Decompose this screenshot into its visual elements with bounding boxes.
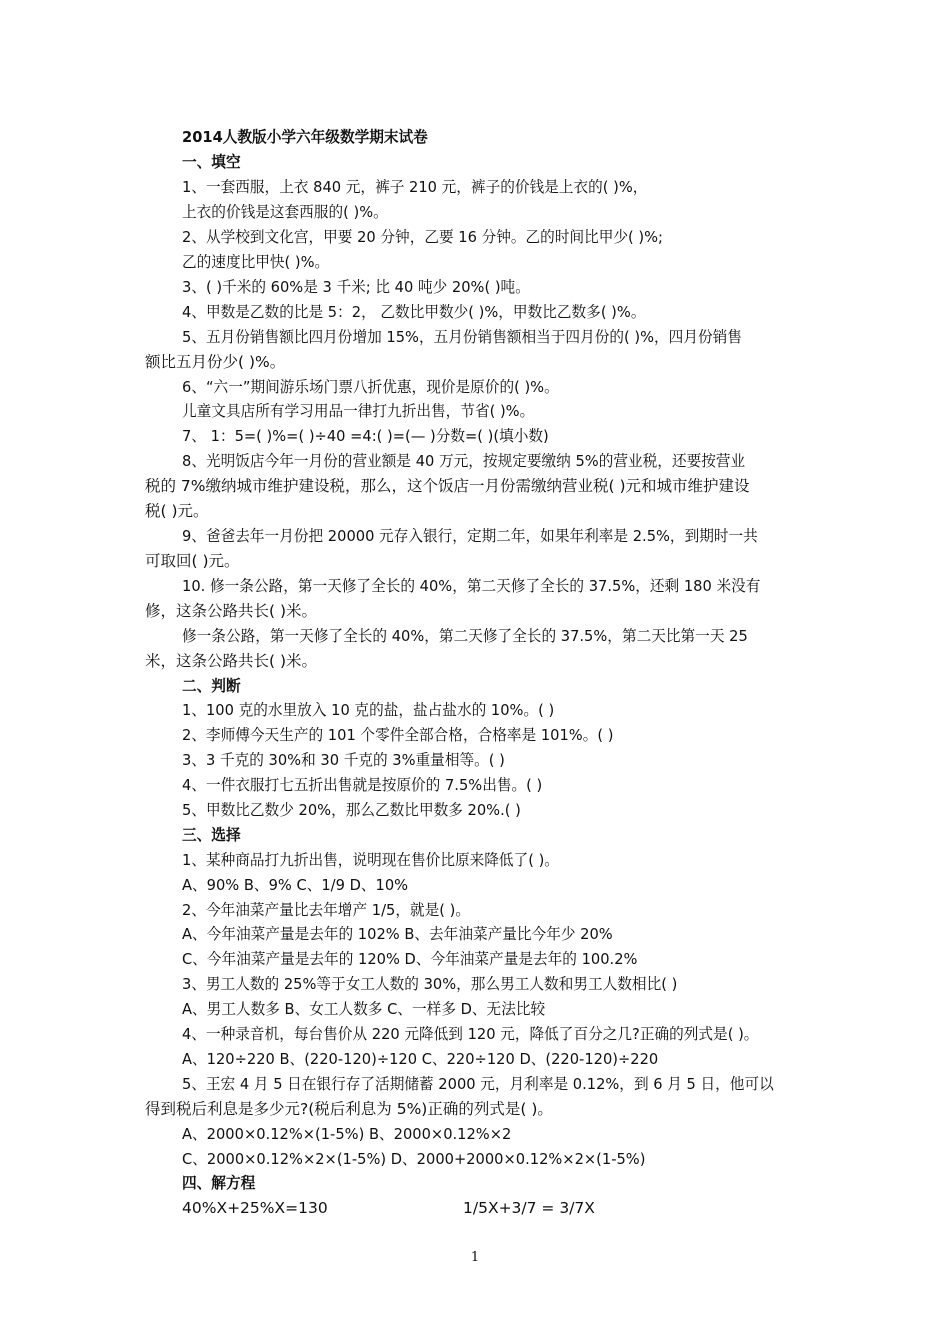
question-line: 4、甲数是乙数的比是 5：2， 乙数比甲数少( )%，甲数比乙数多( )%。 xyxy=(182,303,646,321)
equation: 40%X+25%X=130 xyxy=(182,1199,328,1217)
question-line: 7、 1：5=( )%=( )÷40 =4:( )=(— )分数=( )(填小数) xyxy=(182,427,549,445)
option-line: C、2000×0.12%×2×(1-5%) D、2000+2000×0.12%×2×(1-5%) xyxy=(182,1150,646,1168)
section-heading-fill-blank: 一、填空 xyxy=(182,153,241,171)
question-line: 3、男工人数的 25%等于女工人数的 30%，那么男工人数和男工人数相比( ) xyxy=(182,975,678,993)
question-line: 修一条公路，第一天修了全长的 40%，第二天修了全长的 37.5%，第二天比第一天 25 xyxy=(182,627,748,645)
question-line: 5、甲数比乙数少 20%，那么乙数比甲数多 20%.( ) xyxy=(182,801,521,819)
question-line: 税( )元。 xyxy=(145,502,209,520)
section-heading-equations: 四、解方程 xyxy=(182,1174,256,1192)
question-line: 儿童文具店所有学习用品一律打九折出售，节省( )%。 xyxy=(182,402,535,420)
question-line: 2、今年油菜产量比去年增产 1/5，就是( )。 xyxy=(182,901,471,919)
option-line: A、今年油菜产量是去年的 102% B、去年油菜产量比今年少 20% xyxy=(182,925,613,943)
page-number: 1 xyxy=(470,1250,480,1265)
option-line: A、男工人数多 B、女工人数多 C、一样多 D、无法比较 xyxy=(182,1000,546,1018)
option-line: A、90% B、9% C、1/9 D、10% xyxy=(182,876,409,894)
question-line: 1、一套西服，上衣 840 元，裤子 210 元，裤子的价钱是上衣的( )%， xyxy=(182,178,648,196)
question-line: 2、李师傅今天生产的 101 个零件全部合格，合格率是 101%。( ) xyxy=(182,726,614,744)
question-line: 4、一件衣服打七五折出售就是按原价的 7.5%出售。( ) xyxy=(182,776,543,794)
question-line: 可取回( )元。 xyxy=(145,552,240,570)
question-line: 4、一种录音机，每台售价从 220 元降低到 120 元，降低了百分之几?正确的列式是( )。 xyxy=(182,1025,759,1043)
question-line: 修，这条公路共长( )米。 xyxy=(145,602,318,620)
question-line: 税的 7%缴纳城市维护建设税，那么，这个饭店一月份需缴纳营业税( )元和城市维护建设 xyxy=(145,477,750,495)
question-line: 乙的速度比甲快( )%。 xyxy=(182,253,330,271)
section-heading-judge: 二、判断 xyxy=(182,677,241,695)
question-line: 1、某种商品打九折出售，说明现在售价比原来降低了( )。 xyxy=(182,851,559,869)
question-line: 8、光明饭店今年一月份的营业额是 40 万元，按规定要缴纳 5%的营业税，还要按营业 xyxy=(182,452,746,470)
question-line: 3、( )千米的 60%是 3 千米; 比 40 吨少 20%( )吨。 xyxy=(182,278,530,296)
question-line: 上衣的价钱是这套西服的( )%。 xyxy=(182,203,388,221)
question-line: 3、3 千克的 30%和 30 千克的 3%重量相等。( ) xyxy=(182,751,505,769)
question-line: 10. 修一条公路，第一天修了全长的 40%，第二天修了全长的 37.5%，还剩 180 米没有 xyxy=(182,577,761,595)
section-heading-choice: 三、选择 xyxy=(182,826,241,844)
option-line: C、今年油菜产量是去年的 120% D、今年油菜产量是去年的 100.2% xyxy=(182,950,638,968)
question-line: 5、王宏 4 月 5 日在银行存了活期储蓄 2000 元，月利率是 0.12%，到 6 月 5 日，他可以 xyxy=(182,1075,774,1093)
option-line: A、120÷220 B、(220-120)÷120 C、220÷120 D、(220-120)÷220 xyxy=(182,1050,659,1068)
question-line: 5、五月份销售额比四月份增加 15%，五月份销售额相当于四月份的( )%，四月份销售 xyxy=(182,328,742,346)
option-line: A、2000×0.12%×(1-5%) B、2000×0.12%×2 xyxy=(182,1125,512,1143)
equation: 1/5X+3/7 = 3/7X xyxy=(463,1199,595,1217)
question-line: 9、爸爸去年一月份把 20000 元存入银行，定期二年，如果年利率是 2.5%，到期时一共 xyxy=(182,527,758,545)
question-line: 得到税后利息是多少元?(税后利息为 5%)正确的列式是( )。 xyxy=(145,1100,553,1118)
question-line: 2、从学校到文化宫，甲要 20 分钟，乙要 16 分钟。乙的时间比甲少( )%; xyxy=(182,228,664,246)
question-line: 1、100 克的水里放入 10 克的盐，盐占盐水的 10%。( ) xyxy=(182,701,555,719)
question-line: 6、“六一”期间游乐场门票八折优惠，现价是原价的( )%。 xyxy=(182,378,559,396)
page-title: 2014人教版小学六年级数学期末试卷 xyxy=(182,128,428,146)
question-line: 米，这条公路共长( )米。 xyxy=(145,652,318,670)
question-line: 额比五月份少( )%。 xyxy=(145,353,286,371)
